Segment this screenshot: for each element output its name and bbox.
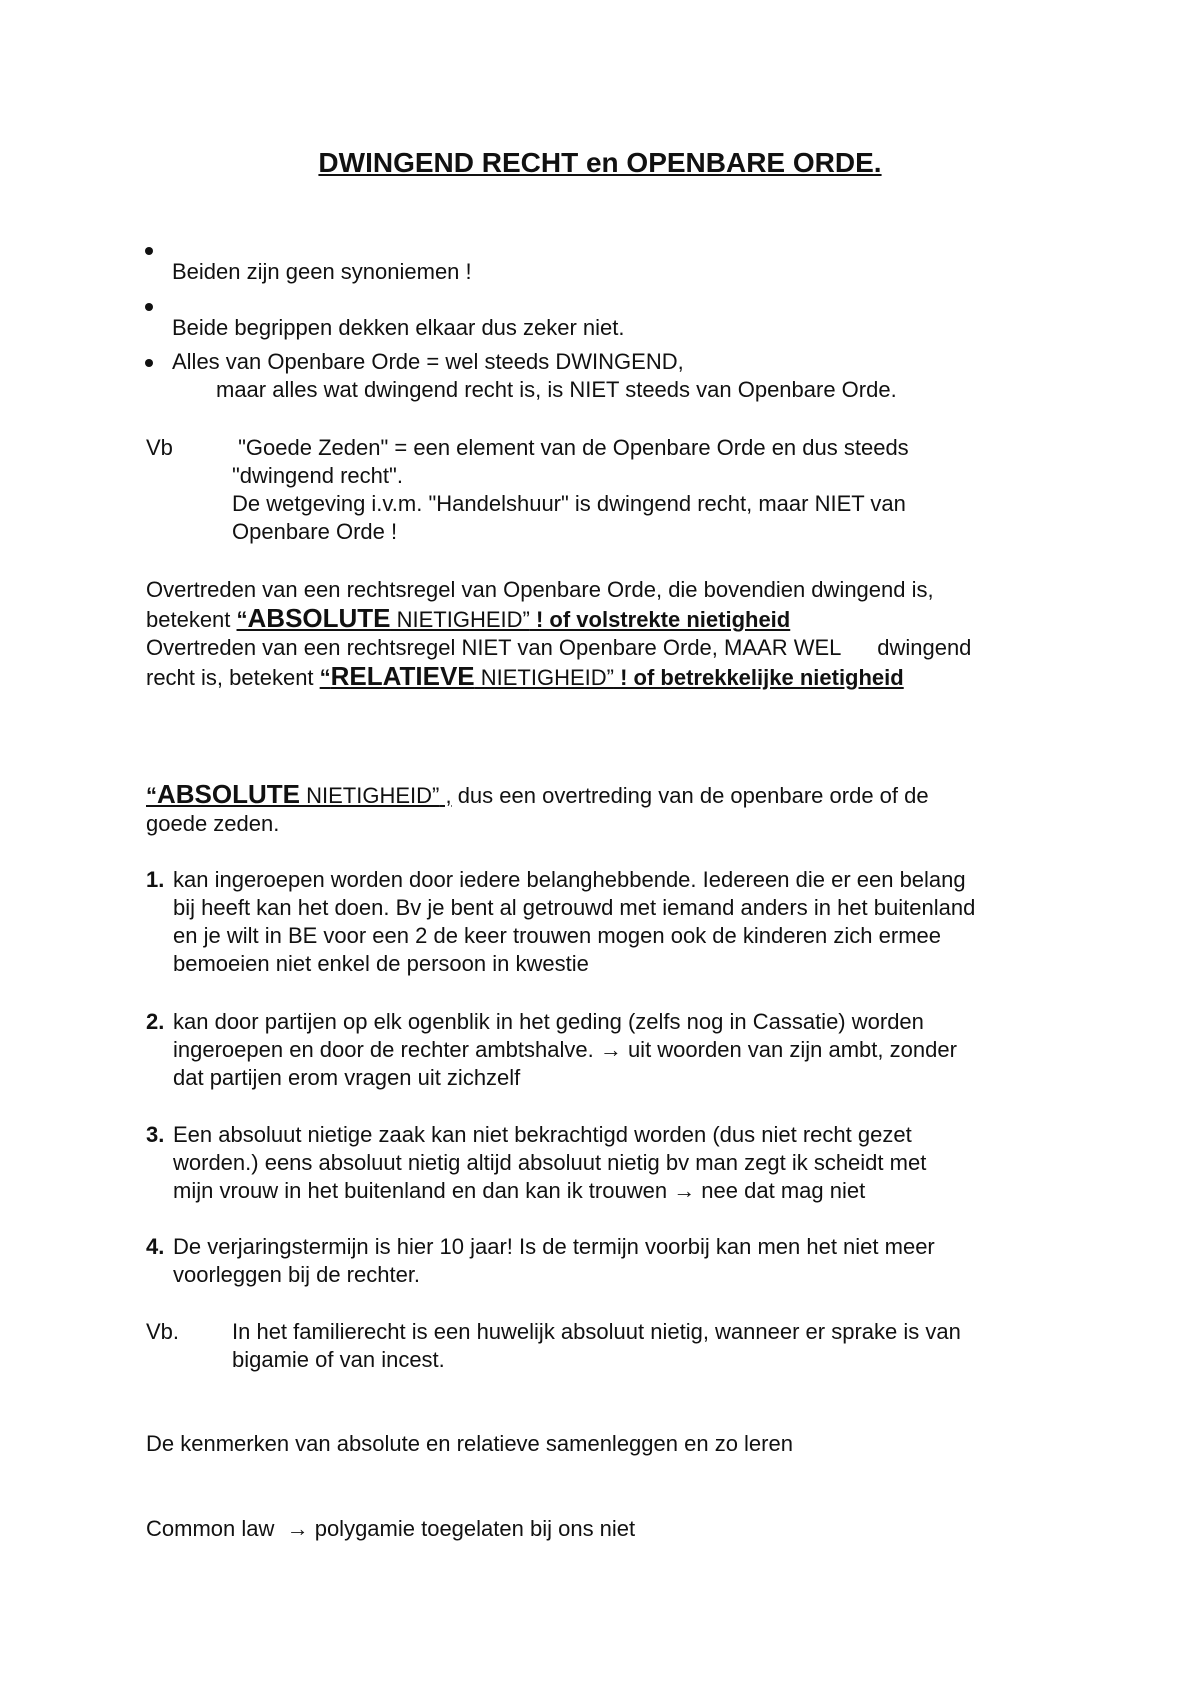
nullity-tail: ! of volstrekte nietigheid	[529, 607, 791, 632]
nullity-word: NIETIGHEID”	[390, 607, 530, 632]
bullet-dot	[145, 303, 153, 311]
bullet-dot	[145, 247, 153, 255]
comma: ,	[439, 783, 452, 808]
paragraph-text: betekent	[146, 607, 237, 632]
nullity-word: NIETIGHEID”	[300, 783, 440, 808]
item-line: kan ingeroepen worden door iedere belanghebbende. Iedereen die er een belang	[173, 867, 966, 892]
numbered-item	[146, 1233, 1086, 1289]
item-line: mijn vrouw in het buitenland en dan kan ik trouwen → nee dat mag niet	[173, 1178, 866, 1203]
bullet-text: Alles van Openbare Orde = wel steeds DWINGEND,	[172, 349, 684, 374]
numbered-item	[146, 1121, 1086, 1205]
item-line: kan door partijen op elk ogenblik in het geding (zelfs nog in Cassatie) worden	[173, 1009, 924, 1034]
example-block	[146, 1318, 1086, 1374]
closing-line: Common law → polygamie toegelaten bij ons niet	[146, 1516, 636, 1541]
example-line: In het familierecht is een huwelijk absoluut nietig, wanneer er sprake is van	[232, 1319, 961, 1344]
item-line: bij heeft kan het doen. Bv je bent al getrouwd met iemand anders in het buitenland	[173, 895, 976, 920]
absolute-nullity-term	[236, 603, 791, 633]
paragraph-line: Overtreden van een rechtsregel van Openbare Orde, die bovendien dwingend is,	[146, 577, 934, 602]
example-line: "dwingend recht".	[232, 463, 403, 488]
section-line	[146, 780, 1086, 810]
example-label: Vb	[146, 435, 173, 460]
bullet-dot	[145, 359, 153, 367]
item-number: 1.	[146, 867, 165, 892]
item-line: Een absoluut nietige zaak kan niet bekrachtigd worden (dus niet recht gezet	[173, 1122, 912, 1147]
bullet-text: Beide begrippen dekken elkaar dus zeker niet.	[172, 315, 625, 340]
bullet-item	[143, 348, 1083, 404]
absolute-keyword: ABSOLUTE	[247, 603, 391, 633]
closing-note	[146, 1515, 1086, 1543]
example-block	[146, 434, 1086, 546]
paragraph-line	[146, 662, 1086, 692]
item-line: De verjaringstermijn is hier 10 jaar! Is de termijn voorbij kan men het niet meer	[173, 1234, 935, 1259]
section-text: dus een overtreding van de openbare orde of de	[451, 783, 929, 808]
bullet-text: Beiden zijn geen synoniemen !	[172, 259, 472, 284]
closing-note	[146, 1430, 1086, 1458]
example-line: bigamie of van incest.	[232, 1347, 445, 1372]
item-line: worden.) eens absoluut nietig altijd absoluut nietig bv man zegt ik scheidt met	[173, 1150, 927, 1175]
paragraph-line	[146, 604, 1086, 634]
numbered-item	[146, 1008, 1086, 1092]
section-heading	[146, 780, 1086, 838]
item-number: 3.	[146, 1122, 165, 1147]
closing-line: De kenmerken van absolute en relatieve samenleggen en zo leren	[146, 1431, 793, 1456]
bullet-continuation: maar alles wat dwingend recht is, is NIET steeds van Openbare Orde.	[216, 377, 897, 402]
example-line: "Goede Zeden" = een element van de Openbare Orde en dus steeds	[232, 435, 909, 460]
item-number: 2.	[146, 1009, 165, 1034]
example-label: Vb.	[146, 1319, 180, 1344]
example-line: De wetgeving i.v.m. "Handelshuur" is dwingend recht, maar NIET van	[232, 491, 906, 516]
item-line: ingeroepen en door de rechter ambtshalve. → uit woorden van zijn ambt, zonder	[173, 1037, 957, 1062]
nullity-word: NIETIGHEID”	[474, 665, 614, 690]
item-line: voorleggen bij de rechter.	[173, 1262, 421, 1287]
section-line: goede zeden.	[146, 811, 280, 836]
paragraph-text: recht is, betekent	[146, 665, 320, 690]
item-line: en je wilt in BE voor een 2 de keer trouwen mogen ook de kinderen zich ermee	[173, 923, 941, 948]
item-line: dat partijen erom vragen uit zichzelf	[173, 1065, 521, 1090]
example-line: Openbare Orde !	[232, 519, 398, 544]
item-line: bemoeien niet enkel de persoon in kwestie	[173, 951, 589, 976]
nullity-paragraph	[146, 576, 1086, 692]
relative-keyword: RELATIEVE	[330, 661, 475, 691]
relative-nullity-term	[319, 661, 904, 691]
quote-mark: “	[146, 783, 157, 808]
item-number: 4.	[146, 1234, 165, 1259]
numbered-item	[146, 866, 1086, 978]
quote-mark: “	[236, 607, 248, 632]
paragraph-line: Overtreden van een rechtsregel NIET van Openbare Orde, MAAR WEL dwingend	[146, 635, 972, 660]
section-term	[146, 779, 452, 809]
nullity-tail: ! of betrekkelijke nietigheid	[613, 665, 904, 690]
quote-mark: “	[319, 665, 331, 690]
page-title: DWINGEND RECHT en OPENBARE ORDE.	[318, 147, 882, 178]
absolute-keyword: ABSOLUTE	[157, 779, 300, 809]
